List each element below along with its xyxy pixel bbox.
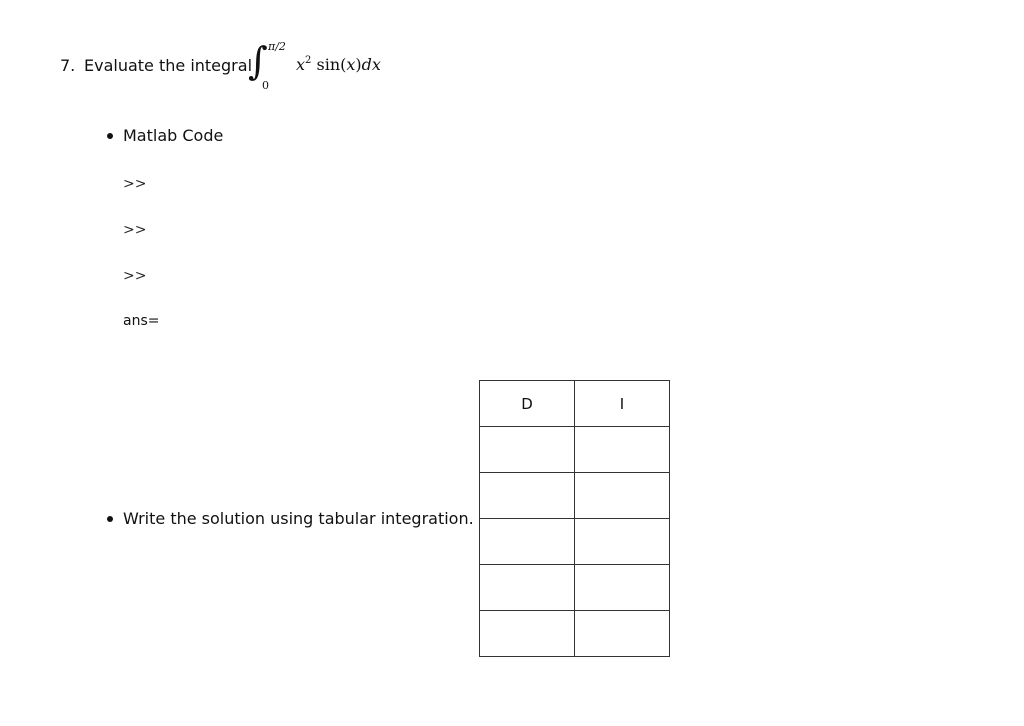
matlab-prompt-3: >> bbox=[123, 268, 147, 284]
table-row bbox=[480, 611, 670, 657]
bullet-tabular bbox=[107, 516, 113, 522]
bullet-matlab bbox=[107, 133, 113, 139]
cell-d-1[interactable] bbox=[480, 427, 575, 473]
integrand-close-paren: ) bbox=[355, 55, 362, 74]
table-row bbox=[480, 519, 670, 565]
table-header-row bbox=[480, 381, 670, 427]
integrand-function: sin bbox=[316, 55, 341, 74]
table-row bbox=[480, 427, 670, 473]
problem-prompt: Evaluate the integral bbox=[84, 56, 253, 75]
integrand-differential: dx bbox=[361, 55, 381, 74]
integrand-exponent: 2 bbox=[305, 55, 312, 66]
cell-i-1[interactable] bbox=[575, 427, 670, 473]
integrand-open-paren: ( bbox=[340, 55, 347, 74]
tabular-section-label: Write the solution using tabular integration. bbox=[123, 509, 474, 528]
matlab-answer-label: ans= bbox=[123, 313, 160, 329]
matlab-section-label: Matlab Code bbox=[123, 126, 224, 145]
integral-sign: ∫ bbox=[248, 39, 268, 83]
matlab-prompt-1: >> bbox=[123, 176, 147, 192]
integrand-base-variable: x bbox=[296, 55, 306, 74]
cell-d-3[interactable] bbox=[480, 519, 575, 565]
problem-number: 7. bbox=[60, 56, 76, 75]
cell-i-3[interactable] bbox=[575, 519, 670, 565]
tabular-integration-table bbox=[479, 380, 670, 657]
cell-i-5[interactable] bbox=[575, 611, 670, 657]
integrand bbox=[296, 55, 381, 74]
integral-lower-limit: 0 bbox=[262, 79, 269, 92]
header-i: I bbox=[575, 381, 670, 427]
cell-i-2[interactable] bbox=[575, 473, 670, 519]
cell-d-2[interactable] bbox=[480, 473, 575, 519]
integrand-argument: x bbox=[346, 55, 356, 74]
cell-d-5[interactable] bbox=[480, 611, 575, 657]
cell-d-4[interactable] bbox=[480, 565, 575, 611]
table-row bbox=[480, 565, 670, 611]
integral-upper-limit: π/2 bbox=[268, 40, 286, 53]
cell-i-4[interactable] bbox=[575, 565, 670, 611]
matlab-prompt-2: >> bbox=[123, 222, 147, 238]
header-d: D bbox=[480, 381, 575, 427]
table-row bbox=[480, 473, 670, 519]
